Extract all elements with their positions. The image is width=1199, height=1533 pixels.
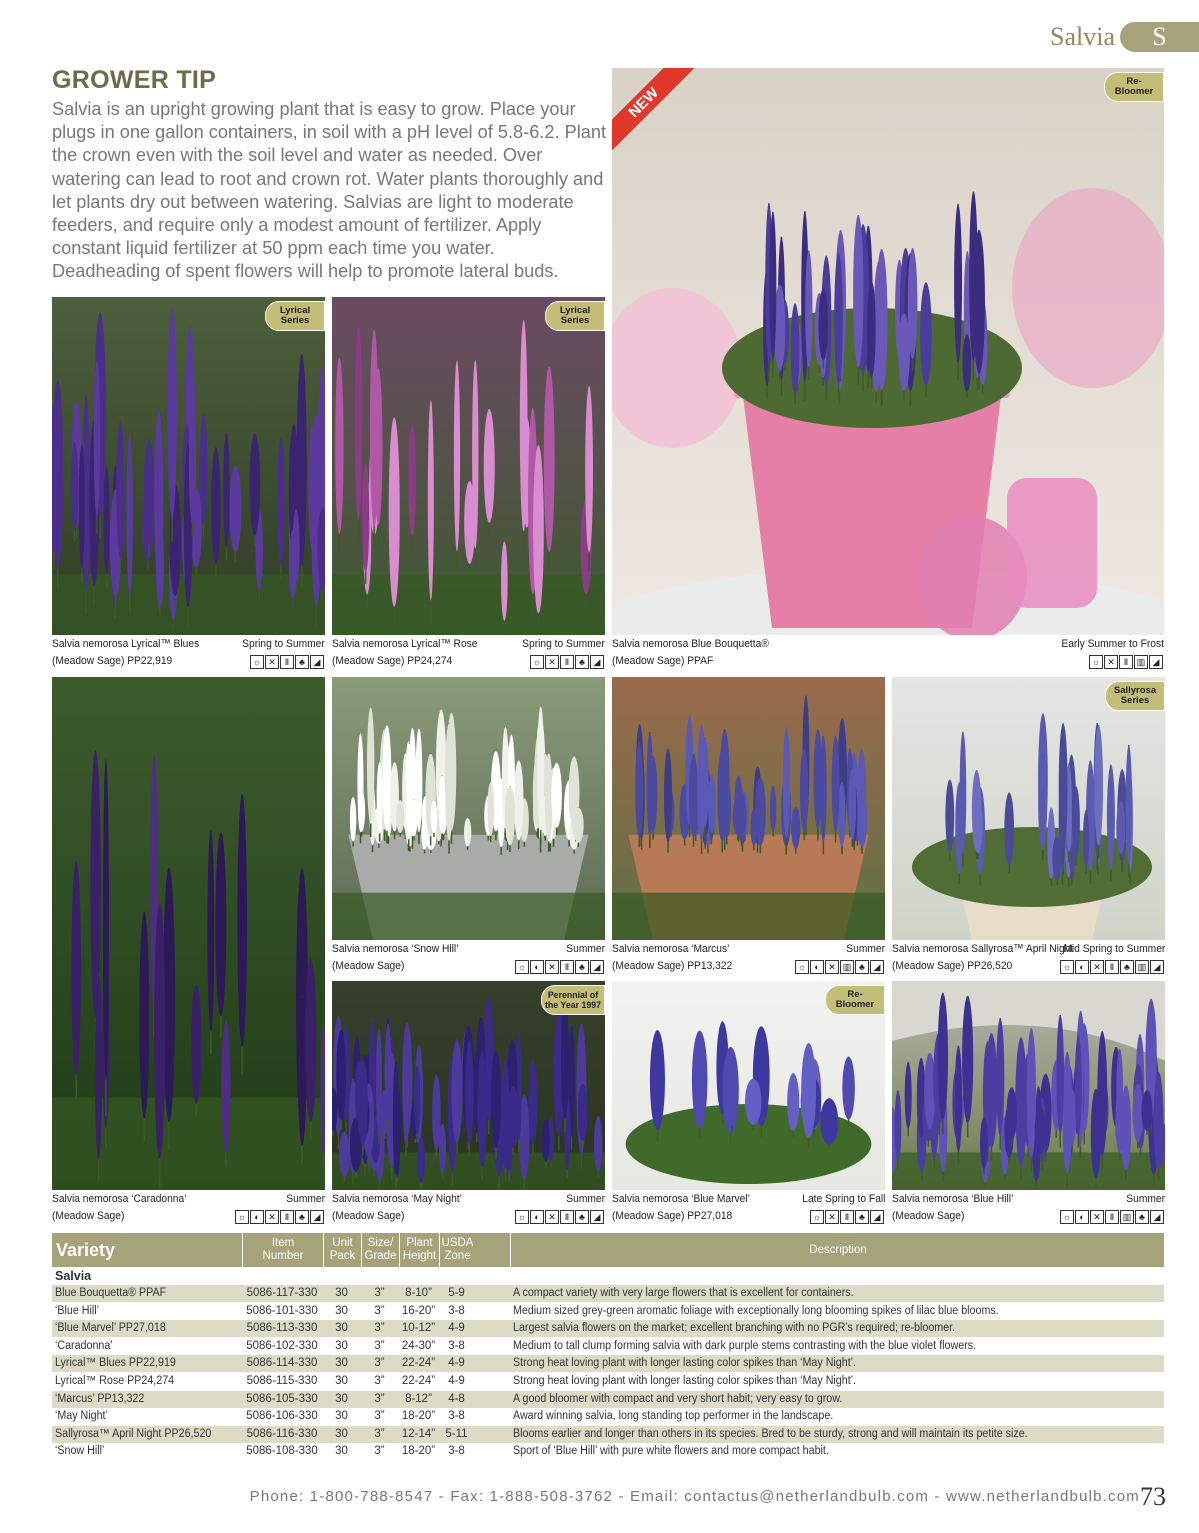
cell-zone: 4-8 xyxy=(448,1392,465,1405)
cell-height: 10-12” xyxy=(401,1322,436,1335)
photo-blue-marvel xyxy=(612,981,885,1190)
care-icon: ♣ xyxy=(855,1210,869,1224)
caption-name: Salvia nemorosa Blue Bouquetta® xyxy=(612,638,769,650)
table-row xyxy=(52,1355,1164,1372)
cell-zone: 4-9 xyxy=(448,1322,465,1335)
care-icon: ◢ xyxy=(1150,1210,1164,1224)
care-icons xyxy=(795,960,884,974)
care-icon: ✕ xyxy=(1090,1210,1104,1224)
new-ribbon: NEW xyxy=(612,68,694,153)
badge-perennial: Perennial of the Year 1997 xyxy=(541,985,605,1015)
care-icon: ☼ xyxy=(1060,960,1074,974)
cell-size: 3” xyxy=(374,1392,385,1405)
cell-size: 3” xyxy=(374,1357,385,1370)
photo-blue-bouquetta xyxy=(612,68,1164,635)
cell-variety: ‘Marcus’ PP13,322 xyxy=(55,1392,145,1405)
cell-unit: 30 xyxy=(335,1375,348,1387)
table-group-label: Salvia xyxy=(55,1269,92,1283)
care-icon: ☼ xyxy=(515,1210,529,1224)
care-icon: ▥ xyxy=(1135,960,1149,974)
cell-height: 22-24” xyxy=(401,1357,436,1370)
cell-desc: A good bloomer with compact and very short habit; very easy to grow. xyxy=(513,1392,843,1405)
cell-height: 22-24” xyxy=(401,1375,436,1387)
caption-sub: (Meadow Sage) xyxy=(332,1210,405,1222)
caption-sub: (Meadow Sage) PP27,018 xyxy=(612,1210,733,1222)
care-icon: ✕ xyxy=(1104,655,1118,669)
cell-variety: ‘Blue Hill’ xyxy=(55,1304,99,1317)
care-icon: ▥ xyxy=(840,960,854,974)
table-row xyxy=(52,1303,1164,1320)
care-icon: ♣ xyxy=(295,655,309,669)
cell-item: 5086-108-330 xyxy=(246,1445,318,1458)
table-row xyxy=(52,1373,1164,1390)
care-icon: ✕ xyxy=(265,1210,279,1224)
table-row xyxy=(52,1408,1164,1425)
caption-season: Spring to Summer xyxy=(522,638,605,650)
caption-sub: (Meadow Sage) PPAF xyxy=(612,655,714,667)
caption-sub: (Meadow Sage) PP24,274 xyxy=(332,655,453,667)
care-icons xyxy=(1060,960,1164,974)
cell-zone: 3-8 xyxy=(448,1410,465,1423)
care-icon: ◐ xyxy=(810,960,824,974)
care-icon: ☼ xyxy=(795,960,809,974)
care-icon: ☼ xyxy=(810,1210,824,1224)
care-icon: ◢ xyxy=(310,655,324,669)
care-icon: ♣ xyxy=(575,1210,589,1224)
cell-height: 8-10” xyxy=(405,1287,432,1299)
cell-zone: 3-8 xyxy=(448,1339,465,1352)
photo-snow-hill xyxy=(332,677,605,940)
cell-desc: Medium to tall clump forming salvia with dark purple stems contrasting with the blue violet flowers. xyxy=(513,1339,977,1352)
col-size: Size/ Grade xyxy=(361,1233,399,1267)
care-icon: ✕ xyxy=(545,1210,559,1224)
care-icon: ◐ xyxy=(250,1210,264,1224)
care-icon: ☼ xyxy=(530,655,544,669)
cell-size: 3” xyxy=(374,1322,385,1335)
caption-sub: (Meadow Sage) PP13,322 xyxy=(612,960,733,972)
caption-season: Spring to Summer xyxy=(242,638,325,650)
photo-lyrical-blues xyxy=(52,297,325,635)
care-icon: ◢ xyxy=(870,960,884,974)
care-icon: ♣ xyxy=(575,655,589,669)
cell-item: 5086-102-330 xyxy=(246,1339,318,1352)
care-icon: Ⅱ xyxy=(560,1210,574,1224)
care-icon: ♣ xyxy=(295,1210,309,1224)
cell-zone: 3-8 xyxy=(448,1304,465,1317)
photo-marcus xyxy=(612,677,885,940)
grower-tip-body: Salvia is an upright growing plant that is easy to grow. Place your plugs in one gallon containers, in soil with a pH level of 5.8-6.2. Plant the crown even with the soil level and water as needed. Over watering can lead to root and crown rot. Water plants thoroughly and let plants dry out between watering. Salvias are light to moderate feeders, and require only a modest amount of fertilizer. Apply constant liquid fertilizer at 50 ppm each time you water. Deadheading of spent flowers will help to promote lateral buds. xyxy=(52,99,607,282)
cell-variety: ‘May Night’ xyxy=(55,1410,108,1423)
care-icon: ☼ xyxy=(515,960,529,974)
cell-zone: 4-9 xyxy=(448,1357,465,1370)
cell-desc: Blooms earlier and longer than others in its species. Bred to be sturdy, strong and will maintain its petite size. xyxy=(513,1427,1028,1440)
cell-item: 5086-101-330 xyxy=(246,1304,318,1317)
caption-name: Salvia nemorosa ‘Marcus’ xyxy=(612,943,730,955)
col-item: Item Number xyxy=(242,1233,323,1267)
cell-zone: 5-9 xyxy=(448,1287,465,1299)
cell-desc: Medium sized grey-green aromatic foliage with exceptionally long blooming spikes of lilac blue blooms. xyxy=(513,1304,999,1317)
cell-unit: 30 xyxy=(335,1392,348,1405)
caption-sub: (Meadow Sage) xyxy=(52,1210,125,1222)
photo-blue-hill xyxy=(892,981,1165,1190)
cell-variety: Blue Bouquetta® PPAF xyxy=(55,1287,167,1299)
caption-season: Mid Spring to Summer xyxy=(1063,943,1165,955)
caption-season: Summer xyxy=(566,943,605,955)
caption-sub: (Meadow Sage) xyxy=(892,1210,965,1222)
photo-lyrical-rose xyxy=(332,297,605,635)
photo-april-night xyxy=(892,677,1165,940)
caption-season: Summer xyxy=(846,943,885,955)
caption-season: Summer xyxy=(566,1193,605,1205)
cell-height: 18-20” xyxy=(401,1410,436,1423)
cell-zone: 5-11 xyxy=(445,1427,468,1440)
table-row xyxy=(52,1391,1164,1408)
caption-sub: (Meadow Sage) PP22,919 xyxy=(52,655,173,667)
caption-season: Summer xyxy=(286,1193,325,1205)
caption-season: Late Spring to Fall xyxy=(801,1193,885,1205)
care-icon: ✕ xyxy=(1090,960,1104,974)
cell-desc: Sport of ‘Blue Hill’ with pure white flowers and more compact habit. xyxy=(513,1445,829,1458)
care-icon: ◐ xyxy=(530,960,544,974)
grower-tip-heading: GROWER TIP xyxy=(52,66,217,94)
care-icon: ▥ xyxy=(1120,1210,1134,1224)
caption-name: Salvia nemorosa ‘Caradonna’ xyxy=(52,1193,187,1205)
cell-desc: A compact variety with very large flowers that is excellent for containers. xyxy=(513,1287,854,1299)
cell-desc: Strong heat loving plant with longer lasting color spikes than ‘May Night’. xyxy=(513,1375,857,1387)
care-icon: Ⅱ xyxy=(1119,655,1133,669)
care-icon: ♣ xyxy=(1120,960,1134,974)
caption-name: Salvia nemorosa Lyrical™ Rose xyxy=(332,638,478,650)
cell-item: 5086-113-330 xyxy=(246,1322,318,1335)
table-row xyxy=(52,1338,1164,1355)
table-row xyxy=(52,1285,1164,1302)
cell-unit: 30 xyxy=(335,1427,348,1440)
care-icon: ✕ xyxy=(545,655,559,669)
care-icon: ☼ xyxy=(250,655,264,669)
cell-height: 8-12” xyxy=(405,1392,432,1405)
care-icon: ☼ xyxy=(235,1210,249,1224)
care-icon: ◐ xyxy=(1075,1210,1089,1224)
cell-unit: 30 xyxy=(335,1304,348,1317)
cell-variety: Lyrical™ Rose PP24,274 xyxy=(55,1375,175,1387)
cell-desc: Largest salvia flowers on the market; excellent branching with no PGR’s required; re-bloomer. xyxy=(513,1322,956,1335)
care-icon: ◐ xyxy=(530,1210,544,1224)
care-icon: Ⅱ xyxy=(1105,960,1119,974)
caption-name: Salvia nemorosa ‘May Night’ xyxy=(332,1193,462,1205)
caption-season: Summer xyxy=(1126,1193,1165,1205)
care-icon: ◐ xyxy=(1075,960,1089,974)
table-row xyxy=(52,1320,1164,1337)
care-icon: ♣ xyxy=(1135,1210,1149,1224)
care-icon: ♣ xyxy=(855,960,869,974)
care-icon: ☼ xyxy=(1060,1210,1074,1224)
cell-size: 3” xyxy=(374,1375,385,1387)
care-icon: ◢ xyxy=(590,655,604,669)
caption-sub: (Meadow Sage) xyxy=(332,960,405,972)
care-icon: Ⅱ xyxy=(280,655,294,669)
cell-variety: ‘Blue Marvel’ PP27,018 xyxy=(55,1322,166,1335)
care-icon: ♣ xyxy=(575,960,589,974)
cell-size: 3” xyxy=(374,1427,385,1440)
table-row xyxy=(52,1443,1164,1460)
care-icon: Ⅱ xyxy=(560,655,574,669)
care-icon: Ⅱ xyxy=(560,960,574,974)
cell-unit: 30 xyxy=(335,1410,348,1423)
care-icon: ✕ xyxy=(265,655,279,669)
care-icons xyxy=(515,1210,604,1224)
care-icon: Ⅱ xyxy=(1105,1210,1119,1224)
col-zone: USDA Zone xyxy=(439,1233,475,1267)
col-desc: Description xyxy=(510,1233,1165,1267)
caption-name: Salvia nemorosa ‘Blue Marvel’ xyxy=(612,1193,750,1205)
cell-desc: Strong heat loving plant with longer lasting color spikes than ‘May Night’. xyxy=(513,1357,857,1370)
care-icon: ✕ xyxy=(825,960,839,974)
care-icons xyxy=(235,1210,324,1224)
photo-may-night xyxy=(332,981,605,1190)
care-icon: ◢ xyxy=(590,1210,604,1224)
cell-size: 3” xyxy=(374,1304,385,1317)
care-icons xyxy=(1089,655,1163,669)
cell-desc: Award winning salvia, long standing top performer in the landscape. xyxy=(513,1410,834,1423)
cell-variety: ‘Caradonna’ xyxy=(55,1339,113,1352)
cell-variety: ‘Snow Hill’ xyxy=(55,1445,105,1458)
caption-name: Salvia nemorosa Lyrical™ Blues xyxy=(52,638,200,650)
care-icon: ◢ xyxy=(590,960,604,974)
page-number: 73 xyxy=(1140,1482,1166,1511)
cell-item: 5086-114-330 xyxy=(246,1357,318,1370)
care-icon: ◢ xyxy=(310,1210,324,1224)
col-unit: Unit Pack xyxy=(323,1233,361,1267)
col-height: Plant Height xyxy=(399,1233,439,1267)
care-icon: ☼ xyxy=(1089,655,1103,669)
footer-contact: Phone: 1-800-788-8547 - Fax: 1-888-508-3762 - Email: contactus@netherlandbulb.com - www.netherlandbulb.com xyxy=(249,1488,1140,1505)
table-header xyxy=(52,1233,1164,1267)
care-icon: ◢ xyxy=(1150,960,1164,974)
caption-sub: (Meadow Sage) PP26,520 xyxy=(892,960,1013,972)
cell-size: 3” xyxy=(374,1339,385,1352)
cell-height: 18-20” xyxy=(401,1445,436,1458)
care-icons xyxy=(515,960,604,974)
cell-variety: Sallyrosa™ April Night PP26,520 xyxy=(55,1427,212,1440)
photo-caradonna xyxy=(52,677,325,1190)
badge-lyrical: Lyrical Series xyxy=(545,301,605,331)
cell-item: 5086-106-330 xyxy=(246,1410,318,1423)
cell-item: 5086-116-330 xyxy=(246,1427,318,1440)
badge-lyrical: Lyrical Series xyxy=(265,301,325,331)
cell-item: 5086-117-330 xyxy=(246,1287,318,1299)
badge-rebloomer: Re- Bloomer xyxy=(1104,72,1164,102)
care-icon: ◢ xyxy=(1149,655,1163,669)
badge-rebloomer: Re- Bloomer xyxy=(825,985,885,1015)
badge-sallyrosa: Sallyrosa Series xyxy=(1105,681,1165,711)
care-icon: ▥ xyxy=(1134,655,1148,669)
caption-season: Early Summer to Frost xyxy=(1061,638,1164,650)
cell-zone: 3-8 xyxy=(448,1445,465,1458)
care-icon: ◢ xyxy=(870,1210,884,1224)
cell-variety: Lyrical™ Blues PP22,919 xyxy=(55,1357,176,1370)
care-icon: ✕ xyxy=(545,960,559,974)
caption-name: Salvia nemorosa ‘Blue Hill’ xyxy=(892,1193,1014,1205)
table-row xyxy=(52,1426,1164,1443)
cell-unit: 30 xyxy=(335,1357,348,1370)
section-tab: S xyxy=(1120,22,1199,52)
care-icons xyxy=(250,655,324,669)
care-icons xyxy=(530,655,604,669)
cell-height: 12-14” xyxy=(401,1427,436,1440)
care-icon: Ⅱ xyxy=(840,1210,854,1224)
care-icons xyxy=(1060,1210,1164,1224)
cell-size: 3” xyxy=(374,1410,385,1423)
cell-size: 3” xyxy=(374,1287,385,1299)
cell-size: 3” xyxy=(374,1445,385,1458)
cell-item: 5086-115-330 xyxy=(246,1375,318,1387)
cell-unit: 30 xyxy=(335,1445,348,1458)
caption-name: Salvia nemorosa ‘Snow Hill’ xyxy=(332,943,459,955)
col-variety: Variety xyxy=(56,1239,116,1260)
section-title: Salvia xyxy=(1050,22,1115,51)
cell-zone: 4-9 xyxy=(448,1375,465,1387)
care-icon: Ⅱ xyxy=(280,1210,294,1224)
cell-height: 16-20” xyxy=(401,1304,436,1317)
care-icons xyxy=(810,1210,884,1224)
cell-height: 24-30” xyxy=(401,1339,436,1352)
care-icon: ✕ xyxy=(825,1210,839,1224)
cell-unit: 30 xyxy=(335,1322,348,1335)
caption-name: Salvia nemorosa Sallyrosa™ April Night xyxy=(892,943,1074,955)
cell-unit: 30 xyxy=(335,1339,348,1352)
cell-unit: 30 xyxy=(335,1287,348,1299)
cell-item: 5086-105-330 xyxy=(246,1392,318,1405)
